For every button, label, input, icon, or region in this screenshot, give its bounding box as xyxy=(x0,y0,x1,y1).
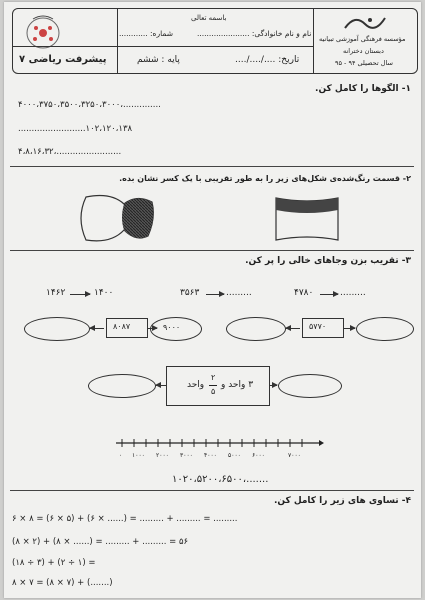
arrow-icon xyxy=(206,294,224,295)
fraction-numerator: ۲ xyxy=(211,373,216,382)
arrow-icon xyxy=(269,385,277,386)
divider xyxy=(10,490,414,491)
arrow-icon xyxy=(156,385,166,386)
shaded-shape-right xyxy=(274,194,340,244)
school-year: سال تحصیلی ۹۴ - ۹۵ xyxy=(335,59,393,67)
fraction-left-label: ۳ واحد و xyxy=(221,380,254,390)
value-box xyxy=(302,318,344,338)
tick-label: ۲۰۰۰ xyxy=(156,452,169,459)
answer-ellipse[interactable] xyxy=(278,374,342,398)
q1-pattern-1[interactable]: ۴۰۰۰،۳۷۵۰،۳۵۰۰،۳۲۵۰،۳۰۰۰،.............. xyxy=(18,100,161,110)
shaded-shape-left xyxy=(76,192,156,244)
tick-label: ۴۰۰۰ xyxy=(204,452,217,459)
arrow-icon xyxy=(343,328,355,329)
tick-label: ۳۰۰۰ xyxy=(180,452,193,459)
header-logo-cell xyxy=(13,9,118,73)
institute-name: مؤسسه فرهنگی آموزشی تبیانیه xyxy=(319,35,406,43)
tick-label: ۶۰۰۰ xyxy=(252,452,265,459)
fraction-right-label: واحد xyxy=(187,380,205,390)
divider xyxy=(10,166,414,167)
value-box xyxy=(106,318,148,338)
header-school-cell xyxy=(313,9,417,73)
q3-blank-3[interactable]: ......... xyxy=(340,288,366,298)
q4-equation-4[interactable]: ۸ × ۷ = (۸ × ۷) + (.......) xyxy=(12,578,113,588)
value-ellipse-text: ۹۰۰۰ xyxy=(163,323,181,332)
tick-label: ۱۰۰۰ xyxy=(132,452,145,459)
answer-ellipse[interactable] xyxy=(356,317,414,341)
answer-ellipse[interactable] xyxy=(88,374,156,398)
q3-blank-2[interactable]: ......... xyxy=(226,288,252,298)
fraction-denominator: ۵ xyxy=(211,387,216,396)
tick-label: ۵۰۰۰ xyxy=(228,452,241,459)
grade-label: پایه : ششم xyxy=(137,55,180,65)
fraction-bar xyxy=(209,385,217,386)
q4-equation-1[interactable]: ۶ × ۸ = (۶ × ۵) + (۶ × ......) = ......... + ......... = ......... xyxy=(12,514,238,524)
q1-pattern-2[interactable]: .........................۱۰۲،۱۲۰،۱۳۸ xyxy=(18,124,133,134)
q4-equation-3[interactable]: (۱۸ ÷ ۳) + (۲ ÷ ۱) = xyxy=(12,558,96,568)
number-line xyxy=(114,436,324,450)
q3-number-2: ۳۵۶۳ xyxy=(180,288,200,298)
name-field[interactable]: نام و نام خانوادگی: ...................... xyxy=(197,29,312,38)
school-level: دبستان دخترانه xyxy=(343,47,384,55)
answer-ellipse[interactable] xyxy=(24,317,90,341)
q3-number-3: ۴۷۸۰ xyxy=(294,288,314,298)
value-box-text: ۸۰۸۷ xyxy=(113,322,131,331)
header-table xyxy=(12,8,418,74)
q2-title: ۲- قسمت رنگ‌شده‌ی شکل‌های زیر را به طور تقریبی با یک کسر نشان بده. xyxy=(119,174,411,183)
tick-label: ۰ xyxy=(119,452,123,459)
divider xyxy=(10,250,414,251)
institute-logo-icon xyxy=(340,12,390,34)
header-info-cell xyxy=(117,9,314,73)
q3-number-1: ۱۴۶۲ xyxy=(46,288,66,298)
q4-equation-2[interactable]: (۸ × ۲) + (۸ × ......) = ......... + ......... = ۵۶ xyxy=(12,537,189,547)
value-ellipse xyxy=(150,317,202,341)
q3-number-1-result: ۱۴۰۰ xyxy=(94,288,114,298)
arrow-icon xyxy=(70,294,90,295)
arrow-icon xyxy=(90,328,104,329)
subject-title: پیشرفت ریاضی ۷ xyxy=(19,54,107,65)
arrow-icon xyxy=(320,294,338,295)
arrow-icon xyxy=(286,328,300,329)
q4-title: ۴- تساوی های زیر را کامل کن. xyxy=(273,496,411,506)
q3-sequence[interactable]: ۱۰۲۰،۵۲۰۰،۶۵۰۰،....... xyxy=(172,474,269,485)
q1-pattern-3[interactable]: ۴،۸،۱۶،۳۲،........................ xyxy=(18,147,122,157)
tick-label: ۷۰۰۰ xyxy=(288,452,301,459)
basmala: باسمه تعالی xyxy=(191,14,227,22)
value-box-text: ۵۷۷۰ xyxy=(309,322,327,331)
number-field[interactable]: شماره: ............ xyxy=(119,29,173,38)
fraction-box xyxy=(166,366,270,406)
worksheet-page xyxy=(4,2,421,598)
header-divider xyxy=(13,46,313,47)
answer-ellipse[interactable] xyxy=(226,317,286,341)
q1-title: ۱- الگوها را کامل کن. xyxy=(315,84,411,94)
date-field[interactable]: تاریخ: ..../..../.... xyxy=(235,55,300,65)
logo-icon xyxy=(23,11,63,51)
q3-title: ۳- تقریب بزن وجاهای خالی را پر کن. xyxy=(245,256,411,266)
